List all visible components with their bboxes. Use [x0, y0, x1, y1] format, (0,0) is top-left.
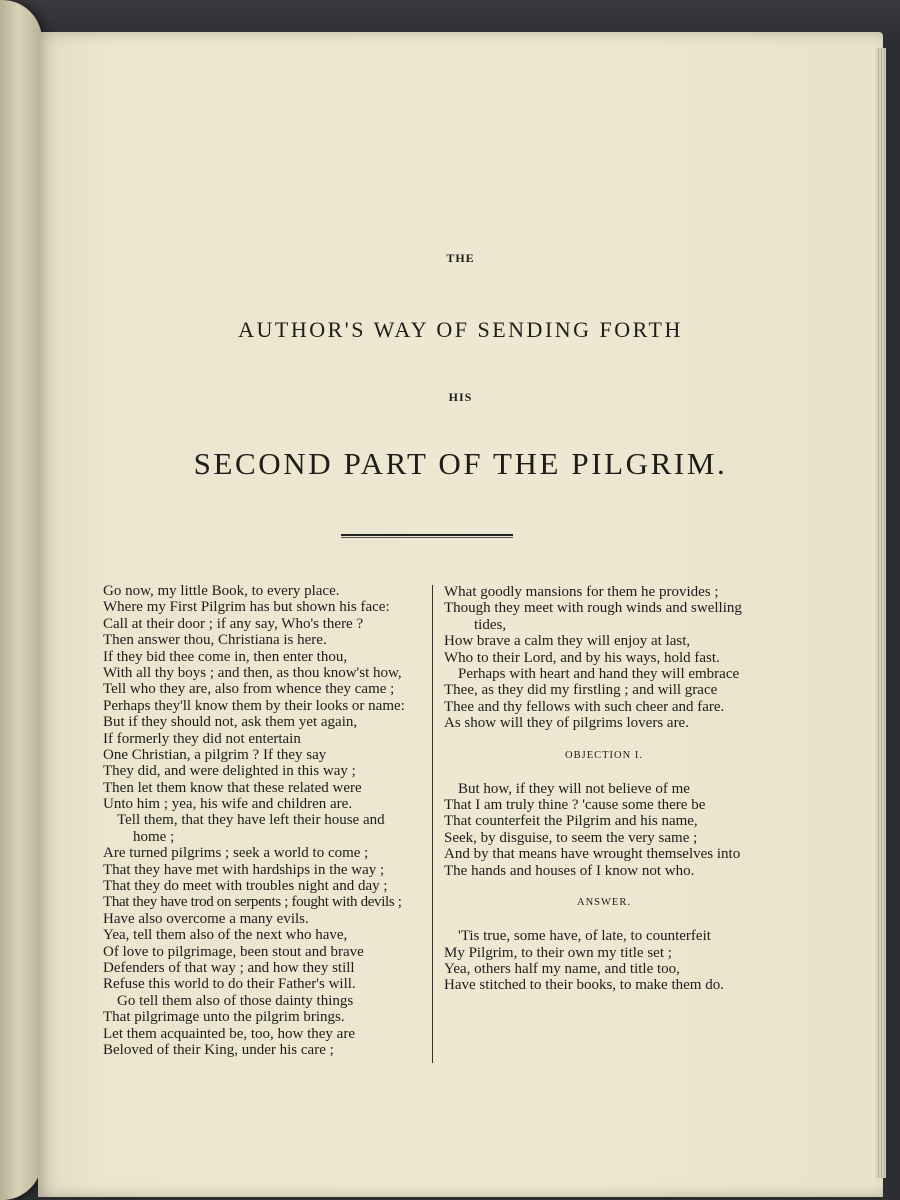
verse-line: Yea, others half my name, and title too, [444, 960, 680, 977]
title-second-part: SECOND PART OF THE PILGRIM. [193, 446, 728, 481]
verse-line: Seek, by disguise, to seem the very same ; [444, 829, 698, 846]
verse-line: tides, [474, 616, 507, 633]
verse-line: If formerly they did not entertain [103, 730, 301, 747]
verse-line: Yea, tell them also of the next who have, [103, 927, 348, 944]
verse-line: They did, and were delighted in this way ; [103, 763, 356, 780]
verse-line: Thee, as they did my firstling ; and will grace [444, 682, 718, 699]
verse-line: Tell them, that they have left their house and [117, 812, 385, 829]
page-content [38, 32, 883, 1197]
verse-line: What goodly mansions for them he provides ; [444, 584, 719, 600]
verse-line: That pilgrimage unto the pilgrim brings. [103, 1009, 345, 1026]
verse-line: Then let them know that these related were [103, 779, 362, 796]
verse-line: If they bid thee come in, then enter thou, [103, 648, 348, 665]
column-divider [432, 585, 433, 1063]
verse-line: The hands and houses of I know not who. [444, 862, 695, 879]
verse-line: Then answer thou, Christiana is here. [103, 632, 327, 649]
verse-line: Go tell them also of those dainty things [117, 992, 354, 1009]
title-his: HIS [448, 390, 473, 404]
left-column [103, 583, 423, 1058]
answer-heading: ANSWER. [577, 897, 631, 909]
verse-line: Perhaps they'll know them by their looks or name: [103, 697, 405, 714]
verse-line: My Pilgrim, to their own my title set ; [444, 944, 672, 961]
verse-line: That they have trod on serpents ; fought with devils ; [103, 894, 402, 911]
verse-line: Have also overcome a many evils. [103, 910, 309, 927]
verse-line: But how, if they will not believe of me [458, 780, 690, 797]
verse-line: That I am truly thine ? 'cause some there be [444, 797, 706, 814]
verse-line: But if they should not, ask them yet again, [103, 714, 358, 731]
verse-line: Let them acquainted be, too, how they are [103, 1025, 355, 1042]
verse-line: As show will they of pilgrims lovers are. [444, 715, 689, 732]
verse-line: Go now, my little Book, to every place. [103, 583, 340, 599]
spacer [444, 732, 764, 748]
title-authors-way: AUTHOR'S WAY OF SENDING FORTH [238, 317, 683, 342]
facing-page-edge [0, 0, 42, 1200]
verse-line: Where my First Pilgrim has but shown his face: [103, 599, 390, 616]
spacer [444, 879, 764, 895]
right-column [444, 584, 764, 994]
verse-line: Defenders of that way ; and how they still [103, 959, 355, 976]
verse-line: How brave a calm they will enjoy at last, [444, 633, 691, 650]
spacer [444, 764, 764, 780]
objection-heading: OBJECTION I. [565, 749, 643, 761]
verse-line: Who to their Lord, and by his ways, hold fast. [444, 649, 720, 666]
verse-line: Have stitched to their books, to make them do. [444, 977, 724, 994]
verse-line: Perhaps with heart and hand they will embrace [458, 665, 740, 682]
verse-line: home ; [133, 828, 175, 845]
verse-line: Beloved of their King, under his care ; [103, 1041, 334, 1058]
verse-line: Unto him ; yea, his wife and children are. [103, 796, 353, 813]
title-rule [341, 534, 513, 538]
verse-line: With all thy boys ; and then, as thou know'st how, [103, 664, 402, 681]
title-the: THE [446, 251, 475, 265]
verse-line: Though they meet with rough winds and swelling [444, 600, 742, 617]
verse-line: That they have met with hardships in the way ; [103, 861, 385, 878]
verse-line: And by that means have wrought themselves into [444, 846, 741, 863]
verse-line: One Christian, a pilgrim ? If they say [103, 746, 327, 763]
verse-line: Of love to pilgrimage, been stout and brave [103, 943, 364, 960]
verse-line: Thee and thy fellows with such cheer and fare. [444, 698, 725, 715]
verse-line: Tell who they are, also from whence they came ; [103, 681, 395, 698]
verse-line: 'Tis true, some have, of late, to counterfeit [458, 928, 711, 945]
verse-line: That counterfeit the Pilgrim and his name, [444, 813, 698, 830]
verse-line: Call at their door ; if any say, Who's there ? [103, 615, 364, 632]
verse-line: Refuse this world to do their Father's will. [103, 976, 356, 993]
verse-line: That they do meet with troubles night and day ; [103, 878, 388, 895]
spacer [444, 912, 764, 928]
verse-line: Are turned pilgrims ; seek a world to come ; [103, 845, 369, 862]
